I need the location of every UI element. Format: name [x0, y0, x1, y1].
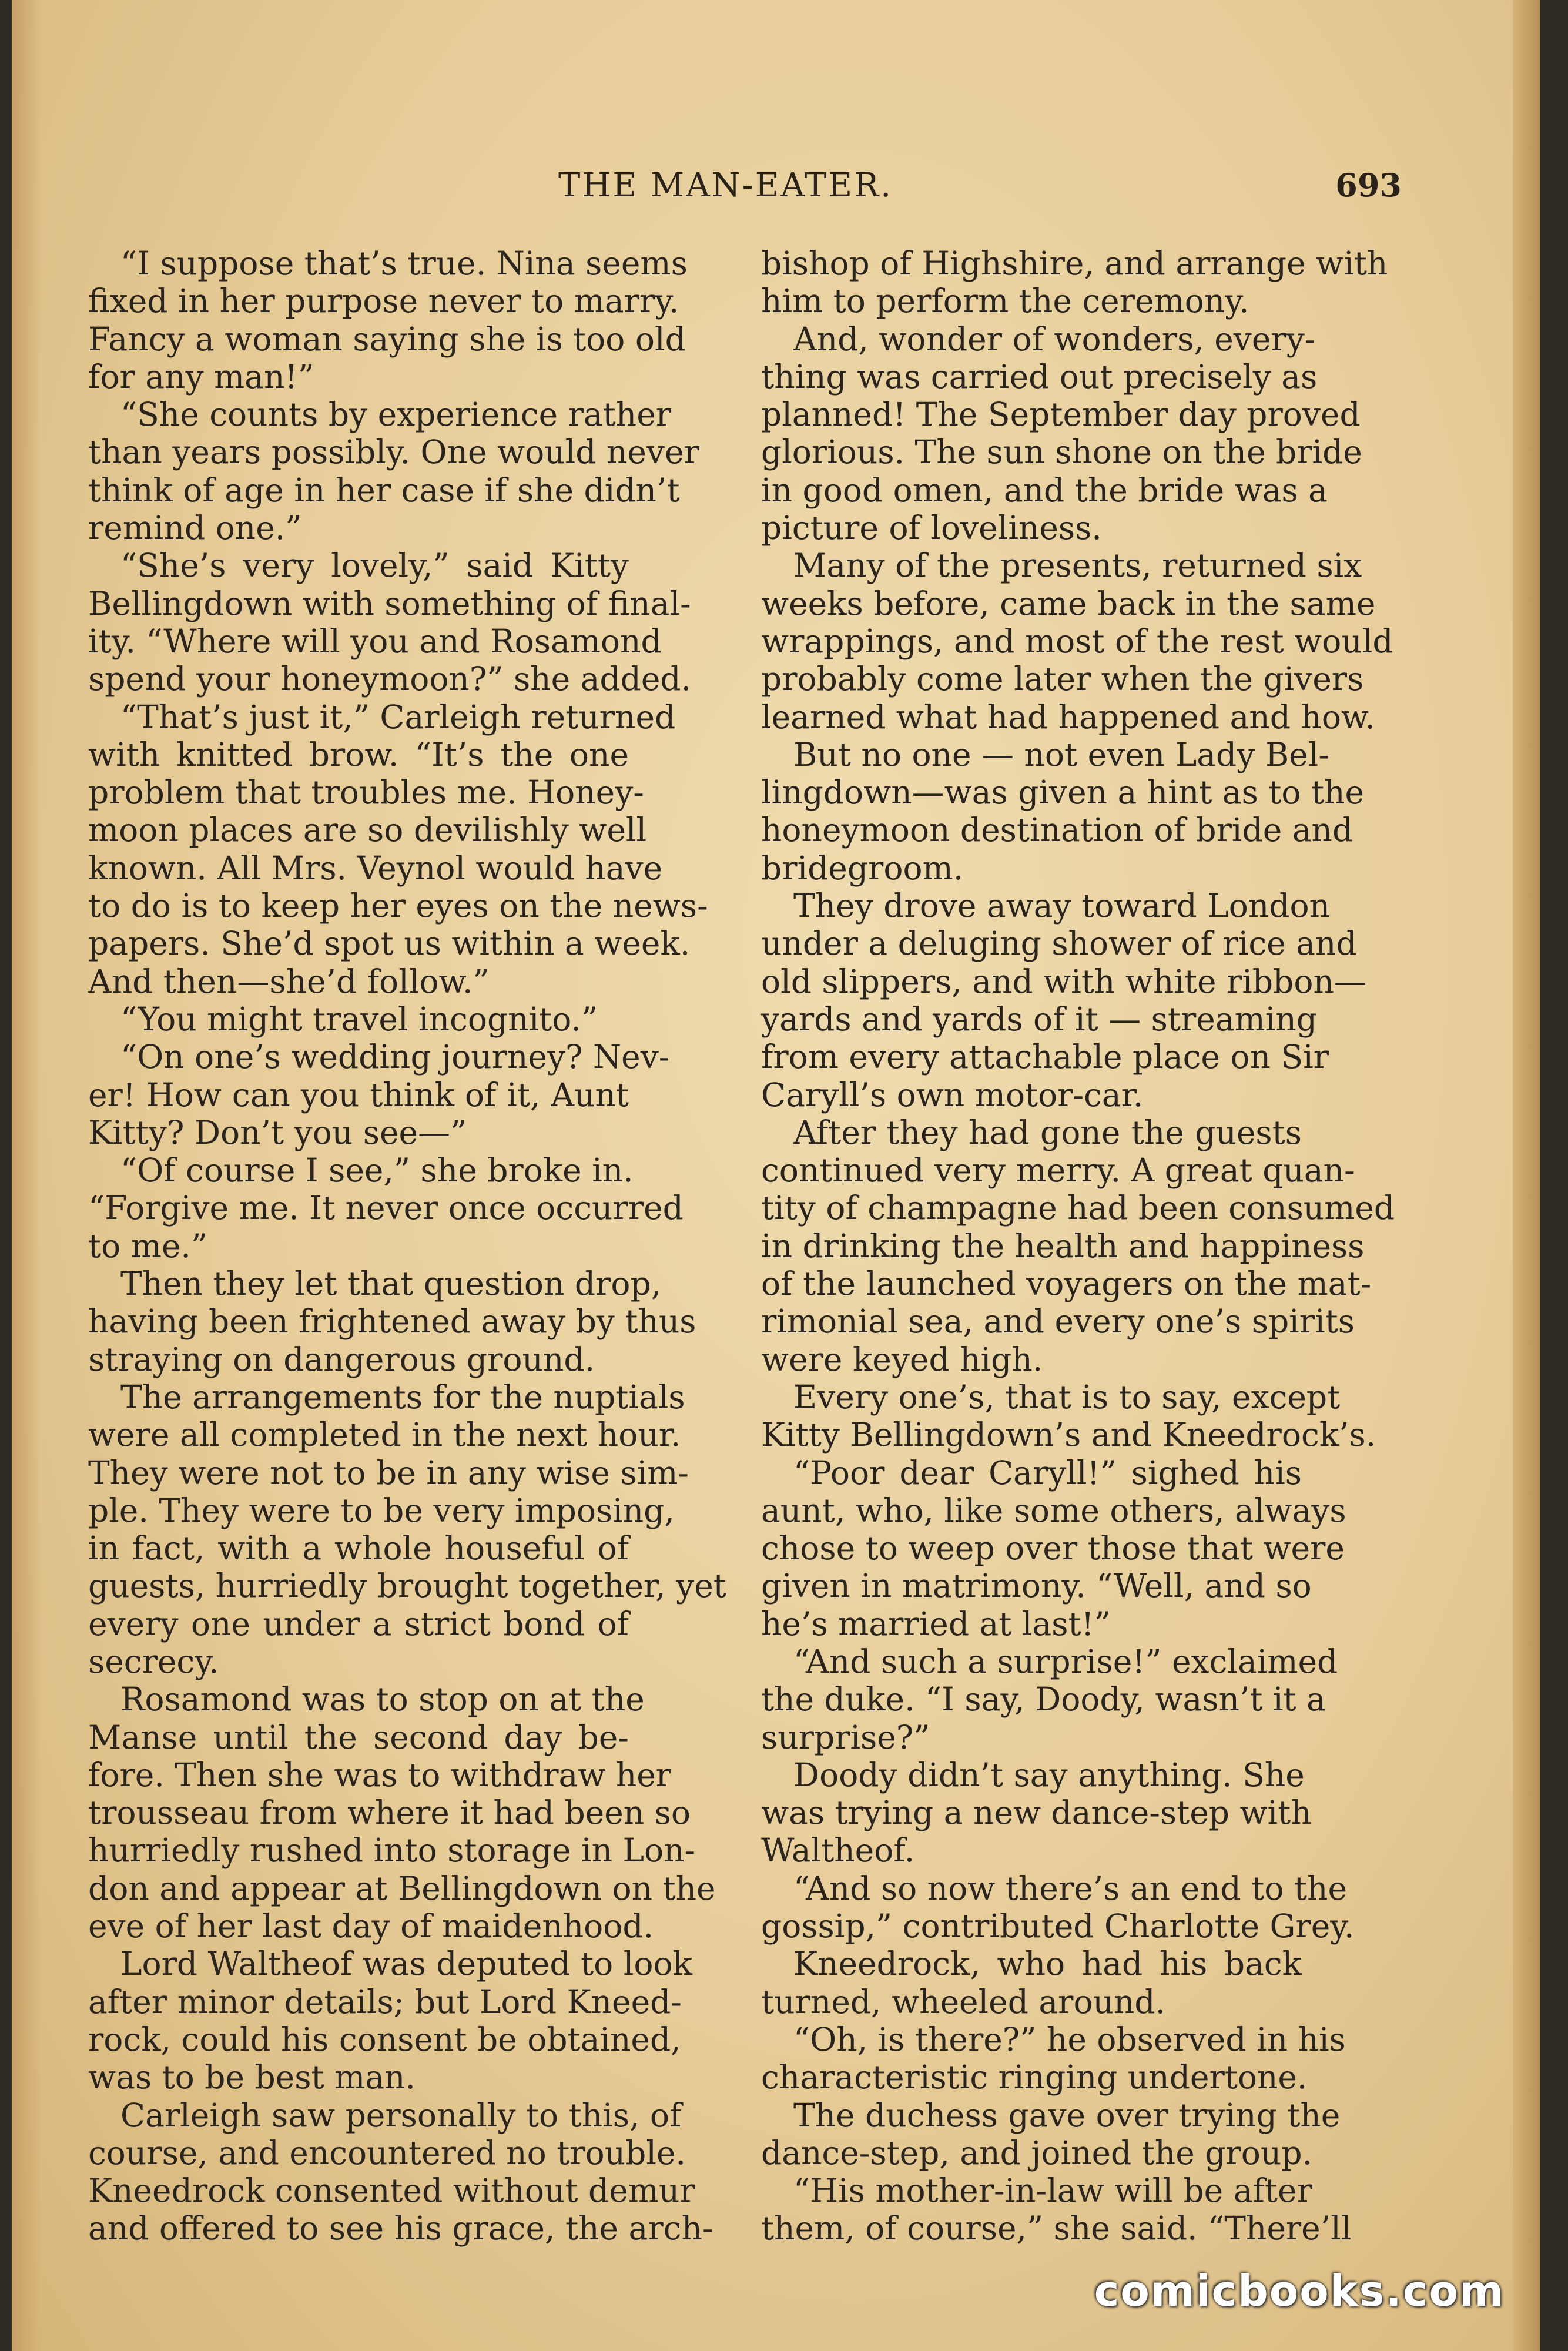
- left-column-line: “That’s just it,” Carleigh returned: [120, 698, 676, 736]
- left-column-line: every one under a strict bond of: [88, 1605, 629, 1643]
- right-column-line: was trying a new dance-step with: [761, 1794, 1312, 1832]
- right-column-line: Many of the presents, returned six: [793, 547, 1362, 585]
- right-column-line: And, wonder of wonders, every-: [793, 320, 1316, 358]
- left-column-line: spend your honeymoon?” she added.: [88, 660, 692, 698]
- page-header: [12, 166, 1446, 213]
- right-column-line: The duchess gave over trying the: [793, 2096, 1341, 2134]
- left-column-line: course, and encountered no trouble.: [88, 2134, 686, 2172]
- right-column-line: Waltheof.: [761, 1831, 915, 1870]
- left-column-line: rock, could his consent be obtained,: [88, 2020, 681, 2058]
- left-column-line: Manse until the second day be-: [88, 1718, 629, 1756]
- right-column-line: probably come later when the givers: [761, 660, 1364, 698]
- left-column-line: “I suppose that’s true. Nina seems: [120, 245, 688, 282]
- right-column-line: Kitty Bellingdown’s and Kneedrock’s.: [761, 1416, 1376, 1454]
- right-column-line: But no one — not even Lady Bel-: [793, 735, 1329, 773]
- right-column-line: lingdown—was given a hint as to the: [761, 773, 1365, 812]
- left-column-line: Kneedrock consented without demur: [88, 2172, 695, 2210]
- left-column-line: And then—she’d follow.”: [88, 962, 490, 1000]
- right-column-line: chose to weep over those that were: [761, 1529, 1345, 1568]
- right-column-line: surprise?”: [761, 1718, 930, 1756]
- running-title: THE MAN-EATER.: [558, 166, 893, 205]
- left-column-line: “She counts by experience rather: [120, 396, 672, 434]
- left-column-line: er! How can you think of it, Aunt: [88, 1076, 629, 1114]
- left-column-line: problem that troubles me. Honey-: [88, 773, 644, 812]
- right-column-line: bridegroom.: [761, 849, 964, 887]
- right-column-line: turned, wheeled around.: [761, 1982, 1166, 2021]
- right-column-line: “Poor dear Caryll!” sighed his: [793, 1454, 1302, 1492]
- right-column-line: “Oh, is there?” he observed in his: [793, 2020, 1346, 2058]
- right-column-line: were keyed high.: [761, 1340, 1043, 1378]
- left-column-line: hurriedly rushed into storage in Lon-: [88, 1831, 696, 1870]
- page-number: 693: [1335, 166, 1402, 204]
- left-column-line: “You might travel incognito.”: [120, 1000, 598, 1038]
- watermark-logo: comicbooks.com: [1094, 2266, 1505, 2316]
- left-column-line: secrecy.: [88, 1642, 219, 1680]
- left-column-line: than years possibly. One would never: [88, 433, 699, 471]
- left-column-line: in fact, with a whole houseful of: [88, 1529, 629, 1568]
- left-column-line: “She’s very lovely,” said Kitty: [120, 547, 629, 585]
- left-column-line: Fancy a woman saying she is too old: [88, 320, 686, 358]
- book-page: [12, 0, 1540, 2351]
- left-column-line: remind one.”: [88, 509, 302, 547]
- right-column-line: “His mother-in-law will be after: [793, 2172, 1312, 2210]
- left-column-line: ity. “Where will you and Rosamond: [88, 622, 662, 660]
- left-column-line: The arrangements for the nuptials: [120, 1378, 685, 1416]
- right-column-line: Kneedrock, who had his back: [793, 1945, 1302, 1983]
- left-column-line: Bellingdown with something of final-: [88, 584, 691, 622]
- left-column-line: “On one’s wedding journey? Nev-: [120, 1038, 670, 1076]
- left-column-line: Kitty? Don’t you see—”: [88, 1113, 467, 1151]
- right-column-line: thing was carried out precisely as: [761, 357, 1318, 396]
- right-column-line: glorious. The sun shone on the bride: [761, 433, 1362, 471]
- left-column-line: moon places are so devilishly well: [88, 811, 647, 849]
- left-column-line: Then they let that question drop,: [120, 1265, 662, 1303]
- right-column-line: “And so now there’s an end to the: [793, 1869, 1348, 1907]
- left-column-line: was to be best man.: [88, 2058, 416, 2097]
- left-column-line: They were not to be in any wise sim-: [88, 1454, 689, 1492]
- left-column-line: having been frightened away by thus: [88, 1302, 696, 1341]
- right-column-line: After they had gone the guests: [793, 1113, 1302, 1151]
- left-column-line: known. All Mrs. Veynol would have: [88, 849, 663, 887]
- right-column-line: dance-step, and joined the group.: [761, 2134, 1313, 2172]
- right-column-line: picture of loveliness.: [761, 509, 1102, 547]
- left-column-line: Rosamond was to stop on at the: [120, 1680, 645, 1719]
- left-column-line: to do is to keep her eyes on the news-: [88, 887, 708, 925]
- right-column-line: he’s married at last!”: [761, 1605, 1111, 1643]
- left-column-line: to me.”: [88, 1227, 208, 1265]
- right-column-line: old slippers, and with white ribbon—: [761, 962, 1366, 1000]
- page-spine-edge: [1513, 0, 1540, 2351]
- left-column-line: Lord Waltheof was deputed to look: [120, 1945, 692, 1983]
- right-column-line: from every attachable place on Sir: [761, 1038, 1329, 1076]
- left-column-line: straying on dangerous ground.: [88, 1340, 595, 1378]
- right-column-line: aunt, who, like some others, always: [761, 1491, 1346, 1529]
- left-column-line: trousseau from where it had been so: [88, 1794, 691, 1832]
- left-column-line: don and appear at Bellingdown on the: [88, 1869, 716, 1907]
- left-column-line: Carleigh saw personally to this, of: [120, 2096, 682, 2134]
- right-column-line: the duke. “I say, Doody, wasn’t it a: [761, 1680, 1326, 1719]
- right-column-line: honeymoon destination of bride and: [761, 811, 1353, 849]
- right-column-line: given in matrimony. “Well, and so: [761, 1567, 1312, 1605]
- right-column-line: under a deluging shower of rice and: [761, 925, 1357, 963]
- right-column-line: They drove away toward London: [793, 887, 1331, 925]
- right-column-line: continued very merry. A great quan-: [761, 1151, 1355, 1190]
- left-column-line: fixed in her purpose never to marry.: [88, 282, 679, 320]
- left-column-line: eve of her last day of maidenhood.: [88, 1907, 654, 1945]
- right-column-line: in drinking the health and happiness: [761, 1227, 1365, 1265]
- left-column-line: “Of course I see,” she broke in.: [120, 1151, 634, 1190]
- right-column-line: him to perform the ceremony.: [761, 282, 1249, 320]
- right-column-line: of the launched voyagers on the mat-: [761, 1265, 1372, 1303]
- right-column-line: in good omen, and the bride was a: [761, 471, 1328, 509]
- left-column-line: guests, hurriedly brought together, yet: [88, 1567, 726, 1605]
- right-column-line: characteristic ringing undertone.: [761, 2058, 1308, 2097]
- left-column-line: think of age in her case if she didn’t: [88, 471, 680, 509]
- left-column-line: for any man!”: [88, 357, 314, 396]
- right-column-line: bishop of Highshire, and arrange with: [761, 245, 1388, 282]
- right-column-line: Doody didn’t say anything. She: [793, 1756, 1305, 1794]
- left-column-line: were all completed in the next hour.: [88, 1416, 681, 1454]
- left-column-line: and offered to see his grace, the arch-: [88, 2209, 713, 2248]
- left-column-line: after minor details; but Lord Kneed-: [88, 1982, 682, 2021]
- left-column-line: fore. Then she was to withdraw her: [88, 1756, 672, 1794]
- left-text-column: [88, 245, 726, 2255]
- right-column-line: planned! The September day proved: [761, 396, 1361, 434]
- right-column-line: weeks before, came back in the same: [761, 584, 1376, 622]
- right-column-line: learned what had happened and how.: [761, 698, 1375, 736]
- left-column-line: with knitted brow. “It’s the one: [88, 735, 629, 773]
- right-column-line: them, of course,” she said. “There’ll: [761, 2209, 1352, 2248]
- right-column-line: Caryll’s own motor-car.: [761, 1076, 1144, 1114]
- left-column-line: “Forgive me. It never once occurred: [88, 1189, 684, 1227]
- right-column-line: Every one’s, that is to say, except: [793, 1378, 1341, 1416]
- right-column-line: tity of champagne had been consumed: [761, 1189, 1395, 1227]
- right-column-line: “And such a surprise!” exclaimed: [793, 1642, 1338, 1680]
- page-left-edge: [12, 0, 41, 2351]
- left-column-line: papers. She’d spot us within a week.: [88, 925, 691, 963]
- right-text-column: [761, 245, 1395, 2255]
- right-column-line: yards and yards of it — streaming: [761, 1000, 1317, 1038]
- right-column-line: wrappings, and most of the rest would: [761, 622, 1393, 660]
- right-column-line: gossip,” contributed Charlotte Grey.: [761, 1907, 1355, 1945]
- right-column-line: rimonial sea, and every one’s spirits: [761, 1302, 1355, 1341]
- left-column-line: ple. They were to be very imposing,: [88, 1491, 675, 1529]
